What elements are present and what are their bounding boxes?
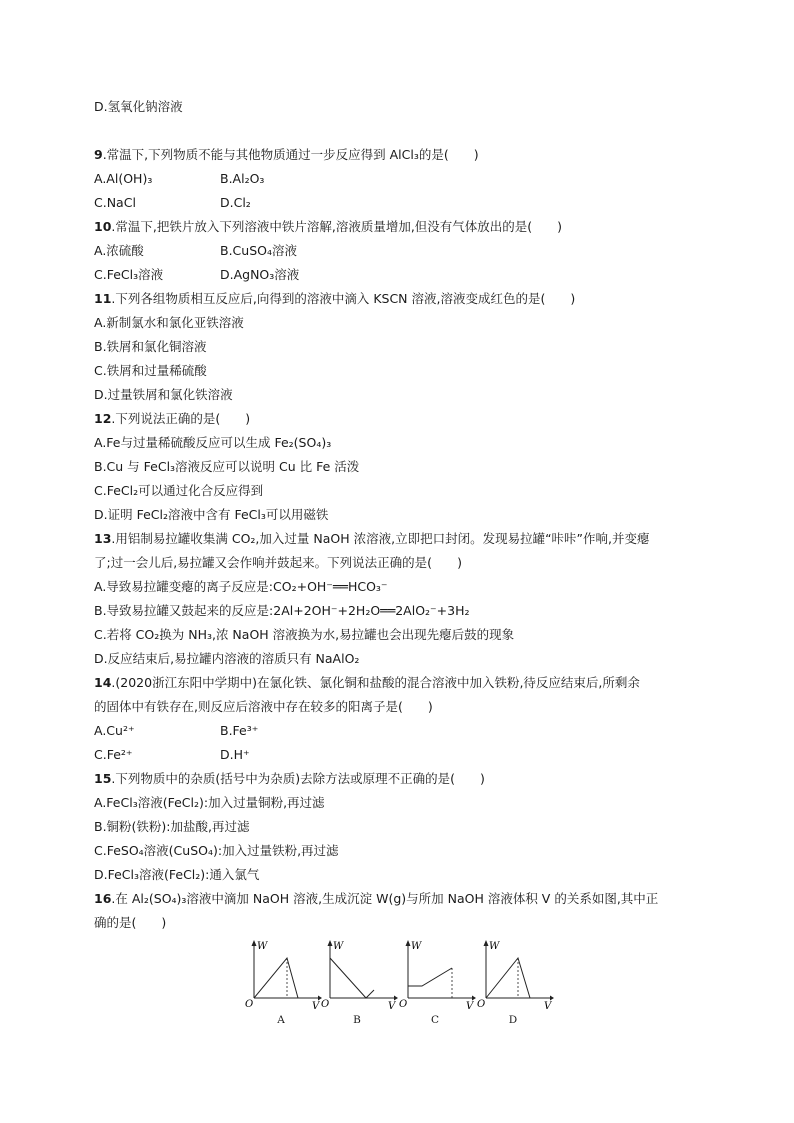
q14-row2 <box>94 746 250 764</box>
q14-option-b: B.Fe³⁺ <box>220 723 259 738</box>
q15-option-a: A.FeCl₃溶液(FeCl₂):加入过量铜粉,再过滤 <box>94 795 325 810</box>
graph-d-x-label: V <box>544 1001 552 1010</box>
graph-a-origin: O <box>245 999 254 1010</box>
q14-row1 <box>94 722 259 740</box>
q10-row2 <box>94 266 300 284</box>
q14-option-c: C.Fe²⁺ <box>94 747 133 762</box>
q14-stem <box>94 674 640 692</box>
q13-stem <box>94 530 650 548</box>
q15-option-c: C.FeSO₄溶液(CuSO₄):加入过量铁粉,再过滤 <box>94 843 339 858</box>
q10-text: .常温下,把铁片放入下列溶液中铁片溶解,溶液质量增加,但没有气体放出的是( ) <box>111 219 563 234</box>
q9-option-c: C.NaCl <box>94 195 136 210</box>
q14-number: 14 <box>94 675 112 690</box>
graph-d-origin: O <box>477 999 486 1010</box>
q15-option-d: D.FeCl₃溶液(FeCl₂):通入氯气 <box>94 867 260 882</box>
q9-option-b: B.Al₂O₃ <box>220 171 265 186</box>
q10-option-b: B.CuSO₄溶液 <box>220 243 297 258</box>
graph-c-plot <box>394 938 476 1010</box>
graph-b <box>316 938 398 1026</box>
q14-text: .(2020浙江东阳中学期中)在氯化铁、氯化铜和盐酸的混合溶液中加入铁粉,待反应结束后,所剩余 <box>111 675 640 690</box>
q14-option-a: A.Cu²⁺ <box>94 723 135 738</box>
q15-number: 15 <box>94 771 112 786</box>
graph-a-x-label: V <box>312 1001 320 1010</box>
q13-option-a: A.导致易拉罐变瘪的离子反应是:CO₂+OH⁻══HCO₃⁻ <box>94 579 388 594</box>
q12-option-a: A.Fe与过量稀硫酸反应可以生成 Fe₂(SO₄)₃ <box>94 435 332 450</box>
q16-stem <box>94 890 658 908</box>
q10-number: 10 <box>94 219 112 234</box>
graph-d <box>472 938 554 1026</box>
graph-a-plot <box>240 938 322 1010</box>
q9-stem <box>94 146 479 164</box>
q16-graph-options <box>240 938 560 1028</box>
graph-b-x-label: V <box>388 1001 396 1010</box>
graph-c-y-label: W <box>411 941 422 952</box>
q13-number: 13 <box>94 531 112 546</box>
q11-option-b: B.铁屑和氯化铜溶液 <box>94 339 207 354</box>
graph-d-label: D <box>508 1014 518 1026</box>
graph-c-label: C <box>430 1014 440 1026</box>
q12-option-b: B.Cu 与 FeCl₃溶液反应可以说明 Cu 比 Fe 活泼 <box>94 459 360 474</box>
q12-text: .下列说法正确的是( ) <box>111 411 251 426</box>
q16-number: 16 <box>94 891 112 906</box>
q12-option-c: C.FeCl₂可以通过化合反应得到 <box>94 483 264 498</box>
graph-b-plot <box>316 938 398 1010</box>
q9-option-d: D.Cl₂ <box>220 195 251 210</box>
q11-option-d: D.过量铁屑和氯化铁溶液 <box>94 387 233 402</box>
graph-a-y-label: W <box>257 941 268 952</box>
graph-d-y-label: W <box>489 941 500 952</box>
q9-row1 <box>94 170 265 188</box>
q15-stem <box>94 770 485 788</box>
q10-row1 <box>94 242 297 260</box>
q15-text: .下列物质中的杂质(括号中为杂质)去除方法或原理不正确的是( ) <box>111 771 485 786</box>
q10-option-a: A.浓硫酸 <box>94 243 144 258</box>
q11-number: 11 <box>94 291 112 306</box>
graph-b-origin: O <box>321 999 330 1010</box>
graph-c <box>394 938 476 1026</box>
q14-option-d: D.H⁺ <box>220 747 250 762</box>
q12-option-d: D.证明 FeCl₂溶液中含有 FeCl₃可以用磁铁 <box>94 507 329 522</box>
q10-option-d: D.AgNO₃溶液 <box>220 267 300 282</box>
q11-stem <box>94 290 575 308</box>
q13-text: .用铝制易拉罐收集满 CO₂,加入过量 NaOH 浓溶液,立即把口封闭。发现易拉罐“咔咔”作响,并变瘪 <box>111 531 650 546</box>
graph-c-origin: O <box>399 999 408 1010</box>
q11-option-a: A.新制氯水和氯化亚铁溶液 <box>94 315 244 330</box>
q13-option-d: D.反应结束后,易拉罐内溶液的溶质只有 NaAlO₂ <box>94 651 360 666</box>
q13-option-b: B.导致易拉罐又鼓起来的反应是:2Al+2OH⁻+2H₂O══2AlO₂⁻+3H₂ <box>94 603 470 618</box>
q8-option-d: D.氢氧化钠溶液 <box>94 99 183 114</box>
q10-stem <box>94 218 562 236</box>
q15-option-b: B.铜粉(铁粉):加盐酸,再过滤 <box>94 819 250 834</box>
graph-c-x-label: V <box>466 1001 474 1010</box>
q14-stem-cont: 的固体中有铁存在,则反应后溶液中存在较多的阳离子是( ) <box>94 699 433 714</box>
q13-option-c: C.若将 CO₂换为 NH₃,浓 NaOH 溶液换为水,易拉罐也会出现先瘪后鼓的现象 <box>94 627 515 642</box>
graph-a <box>240 938 322 1026</box>
q9-row2 <box>94 194 251 212</box>
q12-number: 12 <box>94 411 112 426</box>
graph-b-label: B <box>353 1014 361 1026</box>
q16-text: .在 Al₂(SO₄)₃溶液中滴加 NaOH 溶液,生成沉淀 W(g)与所加 NaOH 溶液体积 V 的关系如图,其中正 <box>111 891 659 906</box>
q16-stem-cont: 确的是( ) <box>94 915 167 930</box>
q9-option-a: A.Al(OH)₃ <box>94 171 153 186</box>
q9-number: 9 <box>94 147 103 162</box>
q9-text: .常温下,下列物质不能与其他物质通过一步反应得到 AlCl₃的是( ) <box>102 147 479 162</box>
q10-option-c: C.FeCl₃溶液 <box>94 267 164 282</box>
graph-d-plot <box>472 938 554 1010</box>
q11-option-c: C.铁屑和过量稀硫酸 <box>94 363 207 378</box>
q11-text: .下列各组物质相互反应后,向得到的溶液中滴入 KSCN 溶液,溶液变成红色的是( ) <box>111 291 576 306</box>
graph-b-y-label: W <box>333 941 344 952</box>
q12-stem <box>94 410 250 428</box>
graph-a-label: A <box>277 1014 285 1026</box>
q13-stem-cont: 了;过一会儿后,易拉罐又会作响并鼓起来。下列说法正确的是( ) <box>94 555 462 570</box>
